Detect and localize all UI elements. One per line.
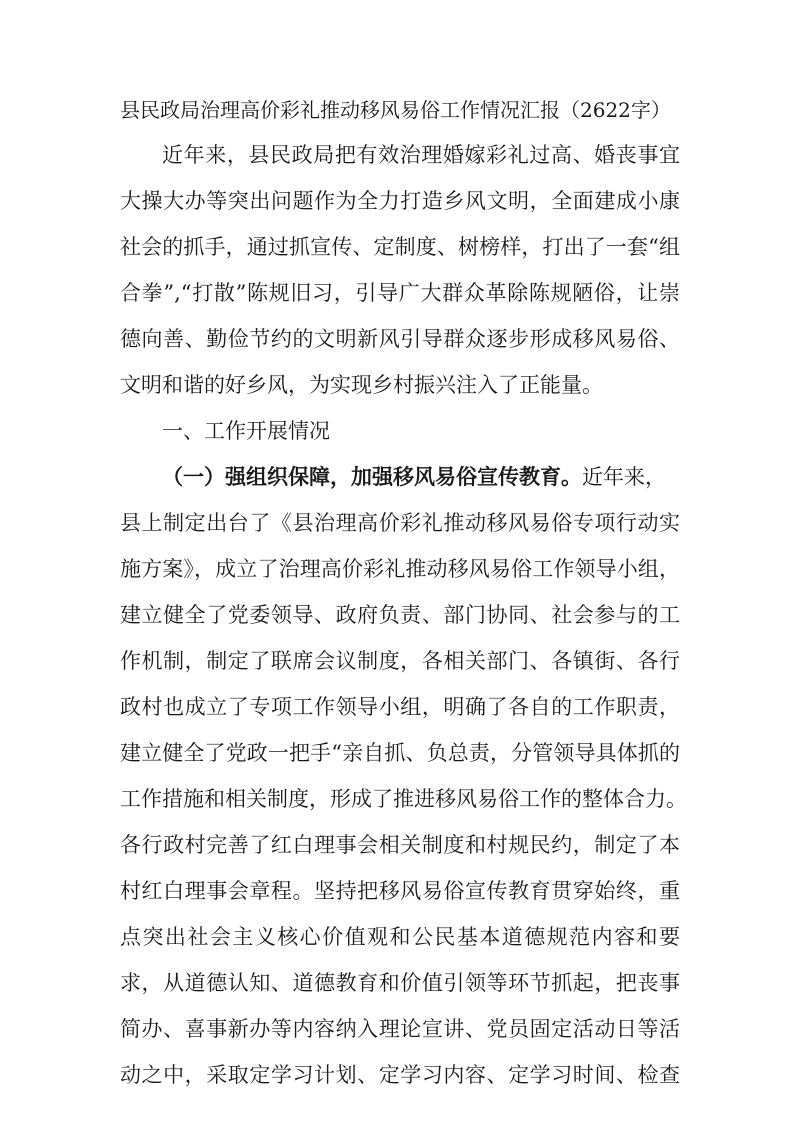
paragraph-line: 简办、喜事新办等内容纳入理论宣讲、党员固定活动日等活 bbox=[120, 1017, 680, 1041]
paragraph-line: 作机制，制定了联席会议制度，各相关部门、各镇街、各行 bbox=[120, 649, 680, 673]
paragraph-line: 县上制定出台了《县治理高价彩礼推动移风易俗专项行动实 bbox=[120, 511, 680, 535]
paragraph-line: 文明和谐的好乡风，为实现乡村振兴注入了正能量。 bbox=[120, 373, 603, 397]
subsection-heading: （一）强组织保障，加强移风易俗宣传教育。 bbox=[162, 464, 582, 489]
paragraph-line: 各行政村完善了红白理事会相关制度和村规民约，制定了本 bbox=[120, 833, 680, 857]
paragraph-line: 求，从道德认知、道德教育和价值引领等环节抓起，把丧事 bbox=[120, 971, 680, 995]
paragraph-line: 点突出社会主义核心价值观和公民基本道德规范内容和要 bbox=[120, 925, 680, 949]
paragraph-line: 社会的抓手，通过抓宣传、定制度、树榜样，打出了一套“组 bbox=[120, 235, 680, 259]
paragraph-line: 建立健全了党委领导、政府负责、部门协同、社会参与的工 bbox=[120, 603, 680, 627]
paragraph-line: 施方案》，成立了治理高价彩礼推动移风易俗工作领导小组， bbox=[120, 557, 680, 581]
paragraph-line: 近年来，县民政局把有效治理婚嫁彩礼过高、婚丧事宜 bbox=[162, 143, 680, 167]
paragraph-line: 村红白理事会章程。坚持把移风易俗宣传教育贯穿始终，重 bbox=[120, 879, 680, 903]
paragraph-line: 政村也成立了专项工作领导小组，明确了各自的工作职责， bbox=[120, 695, 680, 719]
paragraph-line: 动之中，采取定学习计划、定学习内容、定学习时间、检查 bbox=[120, 1063, 680, 1087]
paragraph-line: 工作措施和相关制度，形成了推进移风易俗工作的整体合力。 bbox=[120, 787, 687, 811]
paragraph-line: 建立健全了党政一把手“亲自抓、负总责，分管领导具体抓的 bbox=[120, 741, 680, 765]
subsection-lead-text: 近年来， bbox=[582, 465, 666, 489]
document-title: 县民政局治理高价彩礼推动移风易俗工作情况汇报（2622字） bbox=[120, 98, 671, 122]
section-heading: 一、工作开展情况 bbox=[162, 419, 330, 443]
paragraph-line: 德向善、勤俭节约的文明新风引导群众逐步形成移风易俗、 bbox=[120, 327, 680, 351]
paragraph-line: 大操大办等突出问题作为全力打造乡风文明，全面建成小康 bbox=[120, 189, 680, 213]
paragraph-line: 合拳”,“打散”陈规旧习，引导广大群众革除陈规陋俗，让崇 bbox=[120, 281, 680, 305]
subsection-heading-line bbox=[162, 462, 680, 492]
